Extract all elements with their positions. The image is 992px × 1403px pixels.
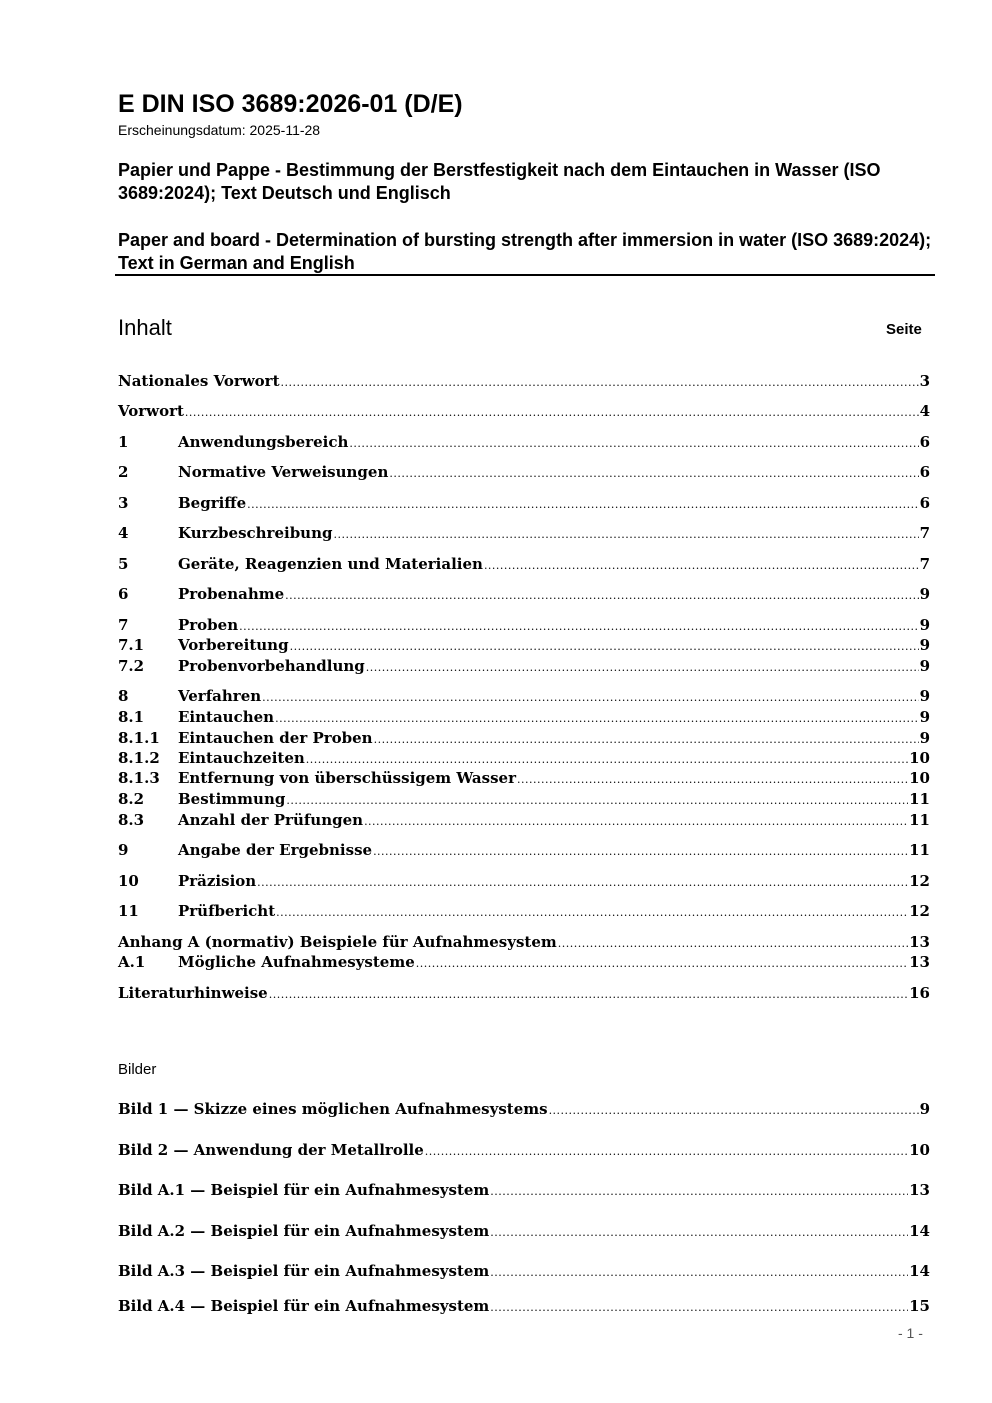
toc-entry-page: 10 [909, 749, 930, 767]
toc-entry-title: Anzahl der Prüfungen [178, 811, 364, 829]
toc-leader [185, 401, 919, 423]
toc-entry-page: 9 [919, 708, 930, 726]
title-divider [115, 274, 935, 276]
publication-date: Erscheinungsdatum: 2025-11-28 [118, 122, 321, 138]
figure-entry-page: 15 [909, 1297, 930, 1315]
figure-entry[interactable] [118, 1099, 930, 1119]
toc-leader [416, 952, 908, 974]
toc-entry-title: Probenahme [178, 585, 285, 603]
toc-leader [389, 462, 918, 484]
figure-entry-page: 14 [909, 1222, 930, 1240]
toc-leader [349, 432, 918, 454]
toc-leader [490, 1180, 908, 1202]
figure-entry-title: Bild A.1 — Beispiel für ein Aufnahmesystem [118, 1181, 490, 1199]
toc-entry-page: 7 [919, 524, 930, 542]
toc-leader [490, 1221, 908, 1243]
toc-entry-number: 8.1.1 [118, 729, 160, 747]
toc-entry-page: 13 [909, 933, 930, 951]
figure-entry-page: 9 [919, 1100, 930, 1118]
title-english: Paper and board - Determination of bursting strength after immersion in water (ISO 3689:2024); Text in German and English [118, 230, 932, 273]
page-number: - 1 - [898, 1325, 923, 1341]
figure-entry[interactable] [118, 1180, 930, 1200]
toc-entry[interactable] [118, 432, 930, 452]
toc-leader [257, 871, 908, 893]
toc-entry-number: 3 [118, 494, 129, 512]
toc-leader [490, 1296, 908, 1318]
toc-entry-number: 8.3 [118, 811, 145, 829]
toc-leader [517, 768, 908, 790]
toc-page-column-label: Seite [886, 321, 922, 338]
toc-entry[interactable] [118, 707, 930, 727]
figures-heading: Bilder [118, 1061, 157, 1078]
toc-entry-number: 10 [118, 872, 139, 890]
toc-entry[interactable] [118, 401, 930, 421]
toc-entry[interactable] [118, 840, 930, 860]
toc-entry-page: 16 [909, 984, 930, 1002]
toc-leader [262, 686, 918, 708]
figure-entry-title: Bild A.4 — Beispiel für ein Aufnahmesystem [118, 1297, 490, 1315]
toc-entry[interactable] [118, 768, 930, 788]
toc-leader [286, 789, 908, 811]
toc-entry[interactable] [118, 493, 930, 513]
figure-entry[interactable] [118, 1296, 930, 1316]
toc-leader [333, 523, 918, 545]
figure-entry-title: Bild 2 — Anwendung der Metallrolle [118, 1141, 424, 1159]
toc-entry-title: Anwendungsbereich [178, 433, 349, 451]
toc-leader [364, 810, 908, 832]
toc-entry-title: Normative Verweisungen [178, 463, 389, 481]
toc-entry[interactable] [118, 810, 930, 830]
figure-entry-title: Bild 1 — Skizze eines möglichen Aufnahmesystems [118, 1100, 548, 1118]
figure-entry[interactable] [118, 1261, 930, 1281]
toc-entry-page: 9 [919, 729, 930, 747]
toc-leader [374, 728, 919, 750]
toc-entry-page: 12 [909, 872, 930, 890]
toc-entry[interactable] [118, 584, 930, 604]
toc-entry-page: 12 [909, 902, 930, 920]
toc-entry-title: Eintauchen [178, 708, 275, 726]
toc-entry-title: Kurzbeschreibung [178, 524, 333, 542]
toc-entry-page: 6 [919, 433, 930, 451]
toc-entry-title: Eintauchen der Proben [178, 729, 373, 747]
toc-leader [239, 615, 918, 637]
toc-entry[interactable] [118, 932, 930, 952]
title-german: Papier und Pappe - Bestimmung der Berstfestigkeit nach dem Eintauchen in Wasser (ISO 3689:2024); Text Deutsch und Englisch [118, 160, 881, 203]
toc-entry-title: Begriffe [178, 494, 247, 512]
toc-entry-page: 11 [909, 790, 930, 808]
toc-entry-page: 6 [919, 494, 930, 512]
toc-entry-title: Entfernung von überschüssigem Wasser [178, 769, 516, 787]
toc-entry-title: Verfahren [178, 687, 262, 705]
toc-entry-title: Vorbereitung [178, 636, 289, 654]
figure-entry-page: 10 [909, 1141, 930, 1159]
toc-entry-number: 7 [118, 616, 129, 634]
toc-entry-page: 9 [919, 687, 930, 705]
toc-leader [549, 1099, 919, 1121]
toc-entry[interactable] [118, 615, 930, 635]
toc-leader [484, 554, 919, 576]
toc-entry[interactable] [118, 656, 930, 676]
toc-entry[interactable] [118, 371, 930, 391]
toc-entry[interactable] [118, 686, 930, 706]
toc-leader [247, 493, 918, 515]
toc-entry-number: 11 [118, 902, 139, 920]
toc-entry-number: 5 [118, 555, 129, 573]
toc-entry-title: Proben [178, 616, 239, 634]
toc-entry-title: Bestimmung [178, 790, 286, 808]
toc-entry-page: 10 [909, 769, 930, 787]
toc-entry-title: Vorwort [118, 402, 184, 420]
toc-entry-title: Mögliche Aufnahmesysteme [178, 953, 415, 971]
toc-entry[interactable] [118, 983, 930, 1003]
toc-entry-page: 11 [909, 811, 930, 829]
toc-entry-page: 11 [909, 841, 930, 859]
figure-entry-page: 13 [909, 1181, 930, 1199]
toc-leader [366, 656, 919, 678]
toc-entry[interactable] [118, 462, 930, 482]
toc-entry[interactable] [118, 554, 930, 574]
toc-entry-number: 8.1 [118, 708, 145, 726]
toc-entry[interactable] [118, 748, 930, 768]
toc-entry-title: Literaturhinweise [118, 984, 268, 1002]
toc-entry-page: 4 [919, 402, 930, 420]
figure-entry[interactable] [118, 1221, 930, 1241]
toc-entry[interactable] [118, 635, 930, 655]
toc-entry-title: Eintauchzeiten [178, 749, 305, 767]
toc-entry-page: 3 [919, 372, 930, 390]
toc-leader [269, 983, 908, 1005]
toc-entry-page: 9 [919, 636, 930, 654]
figure-entry[interactable] [118, 1140, 930, 1160]
toc-entry-page: 6 [919, 463, 930, 481]
toc-entry-title: Probenvorbehandlung [178, 657, 365, 675]
toc-leader [490, 1261, 908, 1283]
toc-entry-number: 1 [118, 433, 129, 451]
toc-entry[interactable] [118, 789, 930, 809]
toc-leader [558, 932, 908, 954]
toc-entry-page: 9 [919, 657, 930, 675]
toc-entry-number: 8 [118, 687, 129, 705]
toc-entry-title: Anhang A (normativ) Beispiele für Aufnahmesystem [118, 933, 557, 951]
toc-leader [425, 1140, 908, 1162]
toc-entry-title: Nationales Vorwort [118, 372, 280, 390]
toc-leader [285, 584, 918, 606]
figure-entry-title: Bild A.3 — Beispiel für ein Aufnahmesystem [118, 1262, 490, 1280]
toc-entry[interactable] [118, 523, 930, 543]
toc-entry-number: 8.1.3 [118, 769, 160, 787]
toc-leader [306, 748, 908, 770]
toc-leader [281, 371, 919, 393]
toc-leader [276, 901, 908, 923]
toc-entry-page: 13 [909, 953, 930, 971]
toc-entry-title: Präzision [178, 872, 257, 890]
toc-leader [290, 635, 919, 657]
toc-entry-number: A.1 [118, 953, 146, 971]
toc-entry-number: 6 [118, 585, 129, 603]
toc-entry-number: 2 [118, 463, 129, 481]
toc-entry-number: 4 [118, 524, 129, 542]
toc-entry-page: 9 [919, 616, 930, 634]
toc-leader [275, 707, 918, 729]
toc-entry-title: Geräte, Reagenzien und Materialien [178, 555, 483, 573]
toc-heading: Inhalt [118, 315, 172, 340]
toc-entry[interactable] [118, 901, 930, 921]
toc-entry-number: 7.2 [118, 657, 145, 675]
figure-entry-page: 14 [909, 1262, 930, 1280]
toc-entry-number: 8.1.2 [118, 749, 160, 767]
toc-entry-title: Angabe der Ergebnisse [178, 841, 373, 859]
toc-entry-title: Prüfbericht [178, 902, 276, 920]
toc-entry-number: 7.1 [118, 636, 145, 654]
toc-entry-number: 8.2 [118, 790, 145, 808]
figure-entry-title: Bild A.2 — Beispiel für ein Aufnahmesystem [118, 1222, 490, 1240]
document-id: E DIN ISO 3689:2026-01 (D/E) [118, 90, 463, 118]
toc-entry-page: 9 [919, 585, 930, 603]
toc-entry[interactable] [118, 952, 930, 972]
toc-leader [373, 840, 908, 862]
toc-entry-page: 7 [919, 555, 930, 573]
toc-entry[interactable] [118, 728, 930, 748]
toc-entry-number: 9 [118, 841, 129, 859]
toc-entry[interactable] [118, 871, 930, 891]
